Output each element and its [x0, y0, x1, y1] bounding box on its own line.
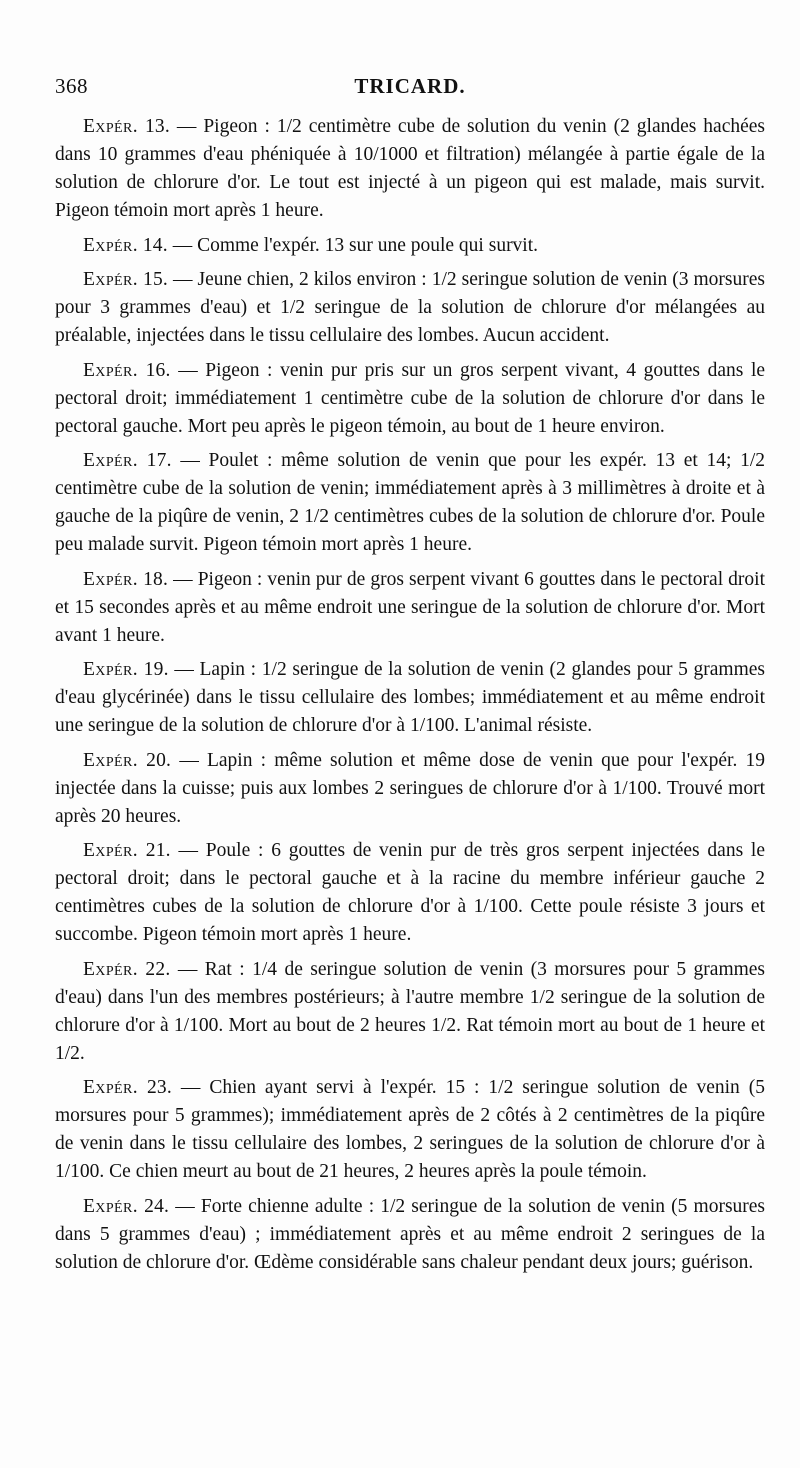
running-title: TRICARD.	[354, 74, 466, 98]
experiment-entry	[55, 113, 765, 225]
entry-label: Expér.	[83, 269, 138, 290]
entry-number: 22.	[145, 958, 171, 980]
experiment-entry	[55, 566, 765, 650]
entry-text: — Rat : 1/4 de seringue solution de venin (3 morsures pour 5 grammes d'eau) dans l'un des membres postérieurs; à l'autre membre 1/2 seringue de la solution de chlorure d'or à 1/100. Mort au bout de 2 heures 1/2. Rat témoin mort au bout de 1 heure et 1/2.	[55, 958, 766, 1064]
experiment-entry	[55, 447, 765, 559]
entry-text: — Poule : 6 gouttes de venin pur de très gros serpent injectées dans le pectoral droit; dans le pectoral gauche et à la racine du membre inférieur gauche 2 centimètres cubes de la solution de chlorure d'or à 1/100. Cette poule résiste 3 jours et succombe. Pigeon témoin mort après 1 heure.	[55, 840, 766, 945]
entry-number: 15.	[143, 269, 168, 290]
entry-text: — Pigeon : venin pur de gros serpent vivant 6 gouttes dans le pectoral droit et 15 secondes après et au même endroit une seringue de la solution de chlorure d'or. Mort avant 1 heure.	[55, 568, 766, 646]
experiment-entry	[55, 956, 765, 1068]
page-number: 368	[55, 74, 88, 98]
entry-label: Expér.	[83, 359, 138, 381]
entry-label: Expér.	[83, 234, 138, 256]
entry-text: — Comme l'expér. 13 sur une poule qui survit.	[172, 234, 539, 256]
entry-text: — Jeune chien, 2 kilos environ : 1/2 seringue solution de venin (3 morsures pour 3 grammes d'eau) et 1/2 seringue de la solution de chlorure d'or mélangées au préalable, injectées dans le tissu cellulaire des lombes. Aucun accident.	[55, 269, 766, 346]
entry-text: — Poulet : même solution de venin que pour les expér. 13 et 14; 1/2 centimètre cube de la solution de venin; immédiatement après à 3 millimètres à droite et à gauche de la piqûre de venin, 2 1/2 centimètres cubes de la solution de chlorure d'or. Poule peu malade survit. Pigeon témoin mort après 1 heure.	[55, 450, 765, 555]
entry-label: Expér.	[83, 1195, 138, 1217]
entry-label: Expér.	[83, 450, 138, 471]
entry-number: 13.	[144, 116, 170, 137]
experiment-entry	[55, 357, 765, 441]
entry-text: — Pigeon : 1/2 centimètre cube de solution du venin (2 glandes hachées dans 10 grammes d'eau phéniquée à 10/1000 et filtration) mélangée à partie égale de la solution de chlorure d'or. Le tout est injecté à un pigeon qui est malade, mais survit. Pigeon témoin mort après 1 heure.	[55, 116, 765, 221]
entry-number: 19.	[143, 659, 169, 680]
entry-number: 18.	[143, 568, 169, 590]
page-body	[55, 113, 765, 1283]
entry-label: Expér.	[83, 840, 138, 861]
experiment-entry	[55, 232, 765, 260]
entry-number: 14.	[142, 234, 168, 256]
entry-label: Expér.	[83, 1077, 138, 1098]
entry-number: 17.	[146, 450, 172, 471]
experiment-entry	[55, 1193, 765, 1277]
entry-label: Expér.	[83, 116, 138, 137]
experiment-entry	[55, 837, 765, 949]
entry-label: Expér.	[83, 568, 138, 590]
entry-text: — Chien ayant servi à l'expér. 15 : 1/2 seringue solution de venin (5 morsures pour 5 grammes); immédiatement après de 2 côtés à 2 centimètres de la piqûre de venin dans le tissu cellulaire des lombes, 2 seringues de la solution de chlorure d'or à 1/100. Ce chien meurt au bout de 21 heures, 2 heures après la poule témoin.	[55, 1077, 766, 1182]
experiment-entry	[55, 656, 765, 740]
entry-text: — Forte chienne adulte : 1/2 seringue de la solution de venin (5 morsures dans 5 grammes d'eau) ; immédiatement après et au même endroit 2 seringues de la solution de chlorure d'or. Œdème considérable sans chaleur pendant deux jours; guérison.	[55, 1195, 766, 1273]
entry-label: Expér.	[83, 958, 138, 980]
entry-text: — Lapin : même solution et même dose de venin que pour l'expér. 19 injectée dans la cuisse; puis aux lombes 2 seringues de chlorure d'or à 1/100. Trouvé mort après 20 heures.	[55, 749, 766, 827]
entry-number: 23.	[146, 1077, 172, 1098]
entry-number: 20.	[146, 749, 172, 771]
experiment-entry	[55, 266, 765, 350]
page-header	[55, 74, 765, 104]
experiment-entry	[55, 747, 765, 831]
entry-label: Expér.	[83, 749, 138, 771]
entry-label: Expér.	[83, 659, 138, 680]
experiment-entry	[55, 1074, 765, 1186]
entry-number: 16.	[145, 359, 171, 381]
entry-number: 21.	[145, 840, 171, 861]
entry-text: — Pigeon : venin pur pris sur un gros serpent vivant, 4 gouttes dans le pectoral droit; immédiatement 1 centimètre cube de la solution de chlorure d'or dans le pectoral gauche. Mort peu après le pigeon témoin, au bout de 1 heure environ.	[55, 359, 766, 437]
entry-text: — Lapin : 1/2 seringue de la solution de venin (2 glandes pour 5 grammes d'eau glycérinée) dans le tissu cellulaire des lombes; immédiatement et au même endroit une seringue de la solution de chlorure d'or à 1/100. L'animal résiste.	[55, 659, 766, 736]
entry-number: 24.	[144, 1195, 170, 1217]
